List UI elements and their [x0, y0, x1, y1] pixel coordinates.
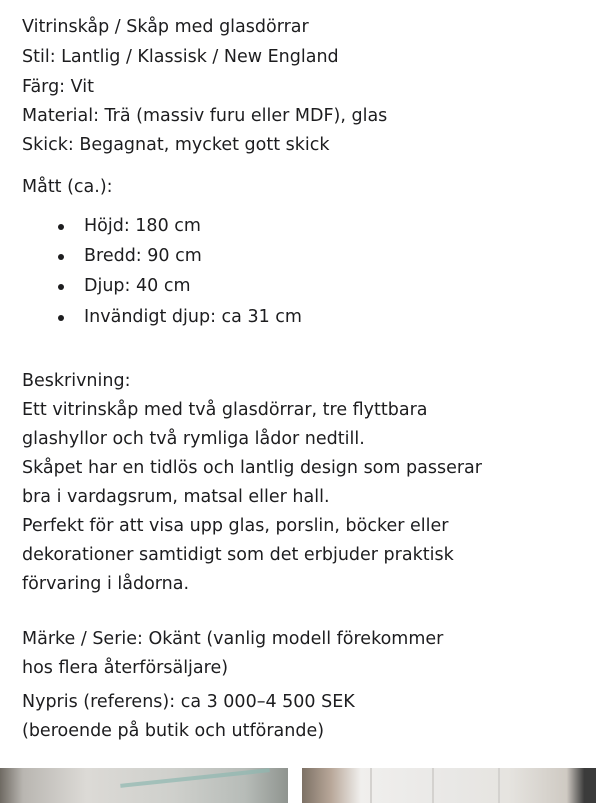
description-line: glashyllor och två rymliga lådor nedtill.	[22, 429, 365, 449]
photo-strip	[0, 768, 596, 803]
door-seam	[432, 768, 434, 803]
description-line: förvaring i lådorna.	[22, 574, 190, 594]
bullet-icon	[58, 224, 64, 230]
bullet-icon	[58, 284, 64, 290]
dimension-text: Bredd: 90 cm	[84, 246, 202, 266]
color-line: Färg: Vit	[22, 77, 94, 97]
description-line: dekorationer samtidigt som det erbjuder praktisk	[22, 545, 454, 565]
dimensions-heading: Mått (ca.):	[22, 177, 113, 197]
style-line: Stil: Lantlig / Klassisk / New England	[22, 47, 339, 67]
bullet-icon	[58, 254, 64, 260]
brand-line: Märke / Serie: Okänt (vanlig modell förekommer	[22, 629, 444, 649]
cabinet-photo[interactable]	[302, 768, 596, 803]
description-line: Skåpet har en tidlös och lantlig design som passerar	[22, 458, 482, 478]
description-line: Perfekt för att visa upp glas, porslin, böcker eller	[22, 516, 449, 536]
description-line: bra i vardagsrum, matsal eller hall.	[22, 487, 330, 507]
bullet-icon	[58, 315, 64, 321]
cabinet-photo[interactable]	[0, 768, 288, 803]
dimension-text: Invändigt djup: ca 31 cm	[84, 307, 302, 327]
description-line: Ett vitrinskåp med två glasdörrar, tre flyttbara	[22, 400, 428, 420]
listing-title: Vitrinskåp / Skåp med glasdörrar	[22, 17, 309, 37]
dimension-text: Djup: 40 cm	[84, 276, 191, 296]
door-seam	[370, 768, 372, 803]
door-seam	[498, 768, 500, 803]
glass-shelf-detail	[120, 768, 270, 788]
material-line: Material: Trä (massiv furu eller MDF), glas	[22, 106, 388, 126]
price-line: Nypris (referens): ca 3 000–4 500 SEK	[22, 692, 355, 712]
condition-line: Skick: Begagnat, mycket gott skick	[22, 135, 330, 155]
dimension-text: Höjd: 180 cm	[84, 216, 201, 236]
brand-line: hos flera återförsäljare)	[22, 658, 229, 678]
price-line: (beroende på butik och utförande)	[22, 721, 325, 741]
description-heading: Beskrivning:	[22, 371, 131, 391]
